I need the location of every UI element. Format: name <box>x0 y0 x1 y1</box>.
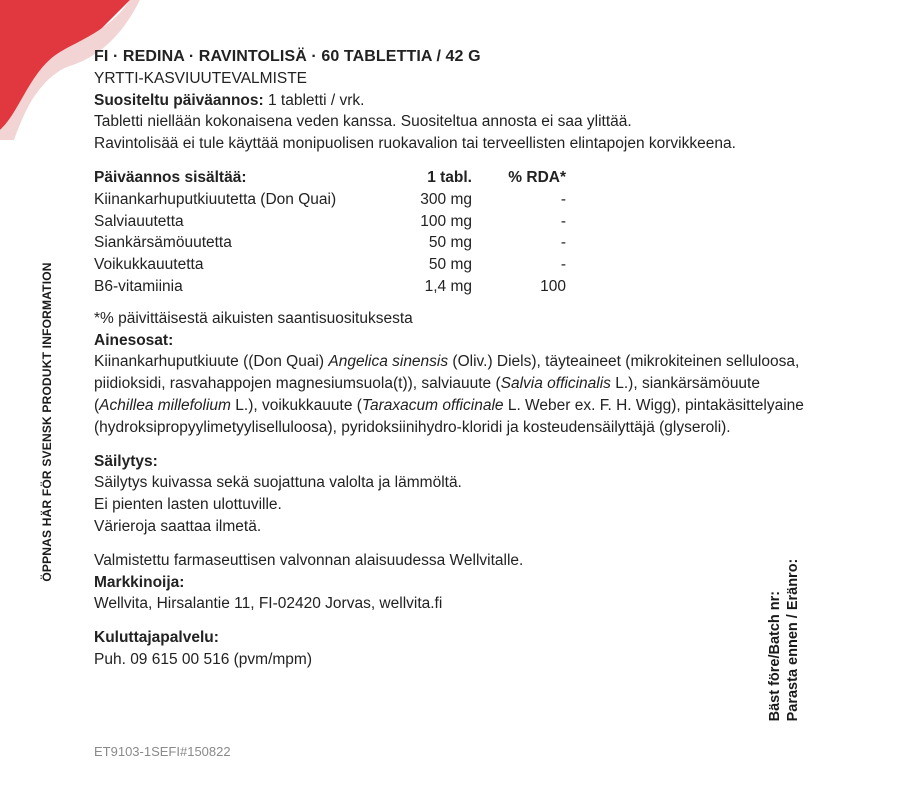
product-code: ET9103-1SEFI#150822 <box>94 744 231 759</box>
ingredient-amount: 50 mg <box>428 234 472 252</box>
storage-line: Säilytys kuivassa sekä suojattuna valolta ja lämmöltä. <box>94 474 462 492</box>
table-row <box>94 232 566 254</box>
batch-line-swedish: Bäst före/Batch nr: <box>767 590 783 722</box>
storage-label: Säilytys: <box>94 452 158 470</box>
product-title: FI · REDINA · RAVINTOLISÄ · 60 TABLETTIA / 42 G <box>94 48 481 65</box>
ingredient-name: Siankärsämöuutetta <box>94 234 232 252</box>
customer-service-section <box>94 627 804 671</box>
ingredient-amount: 50 mg <box>428 256 472 274</box>
ingredient-rda: - <box>560 256 566 274</box>
table-header-row <box>94 167 566 189</box>
table-row <box>94 211 566 233</box>
ingredient-rda: 100 <box>540 277 566 295</box>
dosage-section <box>94 90 804 155</box>
dosage-label: Suositeltu päiväannos: <box>94 91 264 109</box>
dosage-instruction: Tabletti niellään kokonaisena veden kanssa. Suositeltua annosta ei saa ylittää. <box>94 113 632 131</box>
customer-service-label: Kuluttajapalvelu: <box>94 629 219 647</box>
table-header-per-tablet: 1 tabl. <box>427 168 472 186</box>
ingredients-section <box>94 330 804 439</box>
marketer-label: Markkinoija: <box>94 573 185 591</box>
ingredient-amount: 1,4 mg <box>424 277 472 295</box>
table-header-rda: % RDA* <box>508 168 566 186</box>
table-row <box>94 189 566 211</box>
ingredient-name: B6-vitamiinia <box>94 277 183 295</box>
storage-line: Ei pienten lasten ulottuville. <box>94 496 282 514</box>
ingredients-label: Ainesosat: <box>94 331 174 349</box>
customer-service-phone: Puh. 09 615 00 516 (pvm/mpm) <box>94 650 312 668</box>
ingredient-rda: - <box>560 190 566 208</box>
daily-dose-table <box>94 167 566 298</box>
table-row <box>94 276 566 298</box>
ingredient-amount: 100 mg <box>420 212 472 230</box>
ingredient-amount: 300 mg <box>420 190 472 208</box>
ingredient-name: Salviauutetta <box>94 212 184 230</box>
storage-line: Värieroja saattaa ilmetä. <box>94 517 262 535</box>
ingredient-name: Kiinankarhuputkiuutetta (Don Quai) <box>94 190 337 208</box>
ingredient-rda: - <box>560 234 566 252</box>
dosage-warning: Ravintolisää ei tule käyttää monipuolisen ruokavalion tai terveellisten elintapojen korvikkeena. <box>94 135 736 153</box>
marketer-section <box>94 572 804 616</box>
manufacturing-note: Valmistettu farmaseuttisen valvonnan alaisuudessa Wellvitalle. <box>94 551 524 569</box>
batch-line-finnish: Parasta ennen / Eränro: <box>785 558 801 722</box>
open-here-swedish-note: ÖPPNAS HÄR FÖR SVENSK PRODUKT INFORMATION <box>40 262 54 582</box>
label-content <box>94 46 804 683</box>
ingredient-name: Voikukkauutetta <box>94 256 204 274</box>
marketer-address: Wellvita, Hirsalantie 11, FI-02420 Jorvas, wellvita.fi <box>94 595 443 613</box>
storage-section <box>94 451 804 538</box>
table-header-contents: Päiväannos sisältää: <box>94 168 247 186</box>
dosage-value: 1 tabletti / vrk. <box>263 91 365 109</box>
ingredient-rda: - <box>560 212 566 230</box>
rda-footnote: *% päivittäisestä aikuisten saantisuosituksesta <box>94 309 413 327</box>
batch-info <box>766 559 802 722</box>
product-subtitle: YRTTI-KASVIUUTEVALMISTE <box>94 69 308 87</box>
ingredients-text: Kiinankarhuputkiuute ((Don Quai) Angelica sinensis (Oliv.) Diels), täyteaineet (mikrokiteinen selluloosa, piidioksidi, rasvahappojen magnesiumsuola(t)), salviauute (Salvia officinalis L.), siankärsämöuute (Achillea millefolium L.), voikukkauute (Taraxacum officinale L. Weber ex. F. H. Wigg), pintakäsittelyaine (hydroksipropyylimetyyliselluloosa), pyridoksiinihydro-kloridi ja kosteudensäilyttäjä (glyseroli). <box>94 353 804 436</box>
table-row <box>94 254 566 276</box>
